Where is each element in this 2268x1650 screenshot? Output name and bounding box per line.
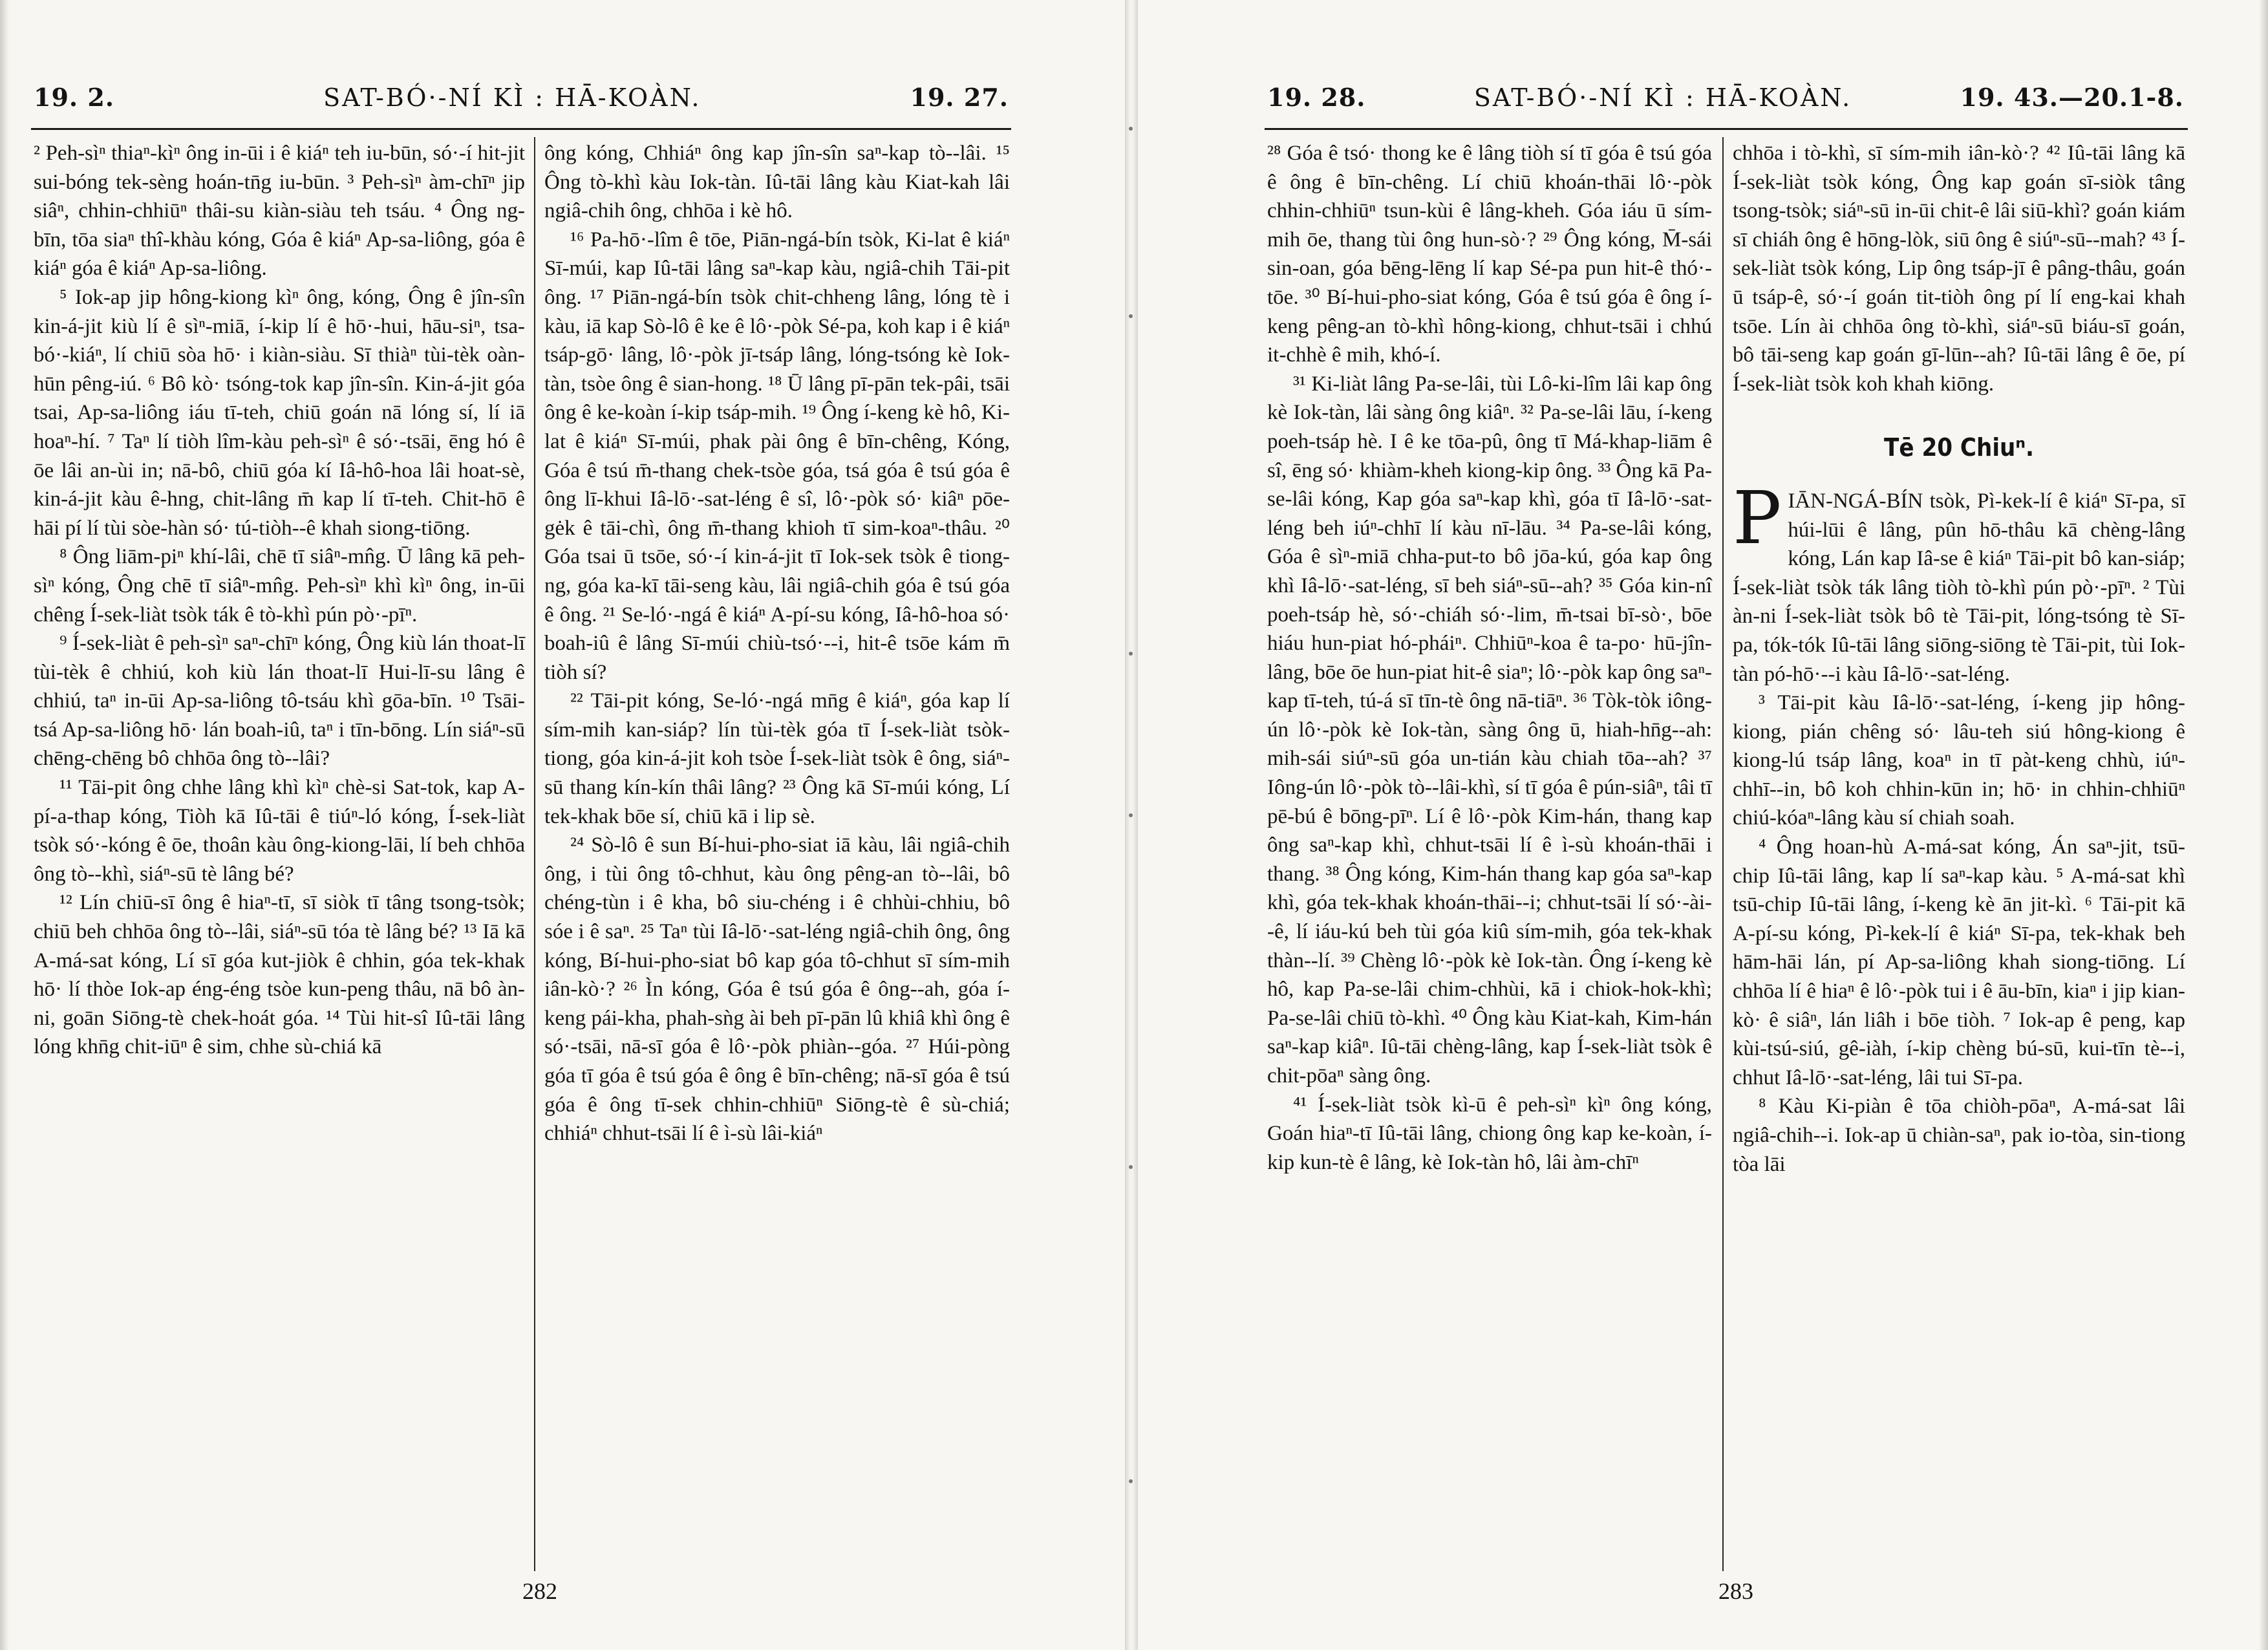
right-page-edge [2259, 0, 2268, 1650]
binding-mark [1129, 813, 1133, 817]
chapter-opening-paragraph [1733, 476, 2185, 689]
verse-paragraph: ⁸ Ông liām-piⁿ khí-lâi, chē tī siâⁿ-mn̂g. Ū lâng kā peh-sìⁿ kóng, Ông chē tī siâⁿ-mn̂g. Peh-sìⁿ khì kìⁿ ông, in-ūi chêng Í-sek-liàt tsòk ták ê tò-khì pún pò·-pīⁿ. [34, 545, 525, 627]
left-column-1 [34, 139, 525, 1062]
left-chapter-start: 19. 2. [34, 83, 115, 112]
right-page-header [1267, 83, 2184, 122]
verse-paragraph: ⁹ Í-sek-liàt ê peh-sìⁿ saⁿ-chīⁿ kóng, Ông kiù lán thoat-lī tùi-tèk ê chhiú, koh kiù lán thoat-lī Hui-lī-su lâng ê chhiú, taⁿ in-ūi Ap-sa-liông tô-tsáu khì gōa-bīn. ¹⁰ Tsāi-tsá Ap-sa-liông hō· lán boah-iû, taⁿ i tīn-bōng. Lín siáⁿ-sū chēng-chēng bô chhōa ông tò--lâi? [34, 632, 525, 771]
right-page-number: 283 [1718, 1578, 1753, 1604]
verse-paragraph: ²⁴ Sò-lô ê sun Bí-hui-pho-siat iā kàu, lâi ngiâ-chih ông, i tùi ông tô-chhut, kàu ông pêng-an tò--lâi, bô chéng-tùn i ê kha, bô siu-chéng i ê chhùi-chhiu, bô sóe i ê saⁿ. ²⁵ Taⁿ tùi Iâ-lō·-sat-léng ngiâ-chih ông, ông kóng, Bí-hui-pho-siat bô kap góa tô-chhut sī sím-mih iân-kò·? ²⁶ Ìn kóng, Góa ê tsú góa ê ông--ah, góa í-keng pái-kha, phah-sǹg ài beh pī-pān lû khiâ khì ông ê só·-tsāi, nā-sī góa ê lô·-pòk phiàn--góa. ²⁷ Húi-pòng góa tī góa ê tsú góa ê ông ê bīn-chêng; nā-sī góa ê tsú góa ê ông tī-sek chhin-chhiūⁿ Siōng-tè ê sù-chiá; chhiáⁿ chhut-tsāi lí ê ì-sù lâi-kiáⁿ [544, 833, 1010, 1146]
left-column-2 [544, 139, 1010, 1148]
binding-mark [1129, 127, 1133, 131]
left-header-rule [31, 128, 1011, 130]
left-page [0, 0, 1125, 1650]
left-page-header [34, 83, 1009, 122]
book-gutter [1125, 0, 1138, 1650]
right-chapter-start: 19. 28. [1267, 83, 1366, 112]
verse-paragraph: ⁵ Iok-ap jip hông-kiong kìⁿ ông, kóng, Ông ê jîn-sîn kin-á-jit kiù lí ê sìⁿ-miā, í-kip lí ê hō·-hui, hāu-siⁿ, tsa-bó·-kiáⁿ, lí chiū sòa hō· i kiàn-siàu. Sī thiàⁿ tùi-tèk oàn-hūn pêng-iú. ⁶ Bô kò· tsóng-tok kap jîn-sîn. Kin-á-jit góa tsai, Ap-sa-liông iáu tī-teh, chiū goán nā lóng sí, lí iā hoaⁿ-hí. ⁷ Taⁿ lí tiòh lîm-kàu peh-sìⁿ ê só·-tsāi, ēng hó ê ōe lâi an-ùi in; nā-bô, chiū góa kí Iâ-hô-hoa lâi hoat-sè, kin-á-jit kàu ê-hng, chit-lâng m̄ kap lí tī-teh. Chit-hō ê hāi pí lí tùi sòe-hàn só· tú-tiòh--ê khah siong-tiōng. [34, 285, 525, 540]
verse-paragraph: ông kóng, Chhiáⁿ ông kap jîn-sîn saⁿ-kap tò--lâi. ¹⁵ Ông tò-khì kàu Iok-tàn. Iû-tāi lâng kàu Kiat-kah lâi ngiâ-chih ông, chhōa i kè hô. [544, 142, 1010, 223]
verse-paragraph: ²² Tāi-pit kóng, Se-ló·-ngá mn̄g ê kiáⁿ, góa kap lí sím-mih kan-siáp? lín tùi-tèk góa tī Í-sek-liàt tsòk-tiong, góa kin-á-jit koh tsòe Í-sek-liàt tsòk ê ông, siáⁿ-sū thang kín-kín thâi lâng? ²³ Ông kā Sī-múi kóng, Lí tek-khak bōe sí, chiū kā i lip sè. [544, 689, 1010, 828]
right-header-rule [1265, 128, 2188, 130]
binding-mark [1129, 314, 1133, 318]
binding-mark [1129, 1479, 1133, 1483]
binding-mark [1129, 1165, 1133, 1169]
drop-cap: P [1733, 476, 1782, 561]
left-page-edge [0, 0, 9, 1650]
verse-paragraph: ⁸ Kàu Ki-piàn ê tōa chiòh-pōaⁿ, A-má-sat lâi ngiâ-chih--i. Iok-ap ū chiàn-saⁿ, pak io-tòa, sin-tiong tòa lāi [1733, 1095, 2185, 1176]
verse-paragraph: ³¹ Ki-liàt lâng Pa-se-lâi, tùi Lô-ki-lîm lâi kap ông kè Iok-tàn, lâi sàng ông kiâⁿ. ³² Pa-se-lâi lāu, í-keng poeh-tsáp hè. I ê ke tōa-pû, ông tī Má-khap-liām ê sî, ēng só· khiàm-kheh kiong-kip ông. ³³ Ông kā Pa-se-lâi kóng, Kap góa saⁿ-kap khì, góa tī Iâ-lō·-sat-léng beh iúⁿ-chhī lí kàu nī-lāu. ³⁴ Pa-se-lâi kóng, Góa ê sìⁿ-miā chha-put-to bô jōa-kú, góa kap ông khì Iâ-lō·-sat-léng, sī beh siáⁿ-sū--ah? ³⁵ Góa kin-nî poeh-tsáp hè, só·-chiáh só·-lim, m̄-tsai bī-sò·, bōe hiáu hun-piat hó-pháiⁿ. Chhiūⁿ-koa ê ta-po· hū-jîn-lâng, bōe ōe hun-piat hit-ê siaⁿ; lô·-pòk kap ông saⁿ-kap tī-teh, tú-á sī tīn-tè ông nā-tiāⁿ. ³⁶ Tòk-tòk iông-ún lô·-pòk kè Iok-tàn, sàng ông ū, hiah-hn̄g--ah: mih-sái siúⁿ-sū góa un-tián kàu chiah tōa--ah? ³⁷ Iông-ún lô·-pòk tò--lâi-khì, sí tī góa ê pún-siâⁿ, tâi tī pē-bú ê bōng-pīⁿ. Lí ê lô·-pòk Kim-hán, thang kap ông saⁿ-kap khì, chhut-tsāi lí ê ì-sù khoán-thāi i thang. ³⁸ Ông kóng, Kim-hán thang kap góa saⁿ-kap khì, góa tek-khak khoán-thāi--i; chhut-tsāi lí só·-ài--ê, lí iáu-kú beh tùi góa kiû sím-mih, góa tek-khak thàn--lí. ³⁹ Chèng lô·-pòk kè Iok-tàn. Ông í-keng kè hô, kap Pa-se-lâi chim-chhùi, kā i chiok-hok-khì; Pa-se-lâi chiū tò-khì. ⁴⁰ Ông kàu Kiat-kah, Kim-hán saⁿ-kap kiâⁿ. Iû-tāi chèng-lâng, kap Í-sek-liàt tsòk ê chit-pōaⁿ sàng ông. [1267, 372, 1712, 1088]
right-page [1138, 0, 2268, 1650]
right-column-1 [1267, 139, 1712, 1177]
verse-paragraph: ¹² Lín chiū-sī ông ê hiaⁿ-tī, sī siòk tī tâng tsong-tsòk; chiū beh chhōa ông tò--lâi, siáⁿ-sū tóa tè lâng bé? ¹³ Iā kā A-má-sat kóng, Lí sī góa kut-jiòk ê chhin, góa tek-khak hō· lí thòe Iok-ap éng-éng tsòe kun-peng thâu, nā bô àn-ni, goān Siōng-tè chek-hoát góa. ¹⁴ Tùi hit-sî Iû-tāi lâng lóng khn̄g chit-iūⁿ ê sim, chhe sù-chiá kā [34, 891, 525, 1059]
right-running-title: SAT-BÓ·-NÍ KÌ : HĀ-KOÀN. [1473, 83, 1852, 112]
left-running-title: SAT-BÓ·-NÍ KÌ : HĀ-KOÀN. [323, 83, 701, 112]
verse-paragraph: ²⁸ Góa ê tsó· thong ke ê lâng tiòh sí tī góa ê tsú góa ê ông ê bīn-chêng. Lí chiū khoán-thāi lô·-pòk chhin-chhiūⁿ tsun-kùi ê lâng-kheh. Góa iáu ū sím-mih ōe, thang tùi ông hun-sò·? ²⁹ Ông kóng, M̄-sái sin-oan, góa bēng-lēng lí kap Sé-pa pun hit-ê thó·-tōe. ³⁰ Bí-hui-pho-siat kóng, Góa ê tsú góa ê ông í-keng pêng-an tò-khì hông-kiong, chhut-tsāi i chhú it-chhè ê mih, khó-í. [1267, 142, 1712, 367]
verse-text: IĀN-NGÁ-BÍN tsòk, Pì-kek-lí ê kiáⁿ Sī-pa, sī húi-lūi ê lâng, pûn hō-thâu kā chèng-lâng kóng, Lán kap Iâ-se ê kiáⁿ Tāi-pit bô kan-siáp; Í-sek-liàt tsòk ták lâng tiòh tò-khì pún pò·-pīⁿ. ² Tùi àn-ni Í-sek-liàt tsòk bô tè Tāi-pit, lóng-tsóng tè Sī-pa, tók-tók Iû-tāi lâng siōng-siōng tè Tāi-pit, tùi Iok-tàn pó-hō·--i kàu Iâ-lō·-sat-léng. [1733, 489, 2185, 686]
verse-paragraph: ¹¹ Tāi-pit ông chhe lâng khì kìⁿ chè-si Sat-tok, kap A-pí-a-thap kóng, Tiòh kā Iû-tāi ê tiúⁿ-ló kóng, Í-sek-liàt tsòk só·-kóng ê ōe, thoân kàu ông-kiong-lāi, lí beh chhōa ông tò--khì, siáⁿ-sū tè lâng bé? [34, 776, 525, 886]
chapter-heading: Tē 20 Chiuⁿ. [1884, 433, 2034, 462]
binding-mark [1129, 652, 1133, 656]
verse-paragraph: ¹⁶ Pa-hō·-lîm ê tōe, Piān-ngá-bín tsòk, Ki-lat ê kiáⁿ Sī-múi, kap Iû-tāi lâng saⁿ-kap kàu, ngiâ-chih Tāi-pit ông. ¹⁷ Piān-ngá-bín tsòk chit-chheng lâng, lóng tè i kàu, iā kap Sò-lô ê ke ê lô·-pòk Sé-pa, koh kap i ê kiáⁿ tsáp-gō· lâng, lô·-pòk jī-tsáp lâng, lóng-tsóng kè Iok-tàn, tsòe ông ê sian-hong. ¹⁸ Ū lâng pī-pān tek-pâi, tsāi ông ê ke-koàn í-kip tsáp-mih. ¹⁹ Ông í-keng kè hô, Ki-lat ê kiáⁿ Sī-múi, phak pài ông ê bīn-chêng, Kóng, Góa ê tsú m̄-thang chek-tsòe góa, tsá góa ê tsú góa ê ông lī-khui Iâ-lō·-sat-léng ê sî, lô·-pòk só· kiâⁿ pōe-gėk ê tāi-chì, ông m̄-thang khioh tī sim-koaⁿ-thâu. ²⁰ Góa tsai ū tsōe, só·-í kin-á-jit tī Iok-sek tsòk ê tiong-ng, góa ka-kī tāi-seng kàu, lâi ngiâ-chih góa ê tsú góa ê ông. ²¹ Se-ló·-ngá ê kiáⁿ A-pí-su kóng, Iâ-hô-hoa só· boah-iû ê lâng Sī-múi chiù-tsó·--i, hit-ê tsōe kám m̄ tiòh sí? [544, 228, 1010, 684]
left-chapter-end: 19. 27. [910, 83, 1009, 112]
verse-paragraph: ³ Tāi-pit kàu Iâ-lō·-sat-léng, í-keng jip hông-kiong, pián chêng só· lâu-teh siú hông-kiong ê kiong-lú tsáp lâng, koaⁿ in tī pàt-keng chhù, iúⁿ-chhī--in, bô koh chhin-kūn in; hō· in chhin-chhiūⁿ chiú-kóaⁿ-lâng kàu sí chiah soah. [1733, 691, 2185, 830]
right-column-divider [1722, 137, 1724, 1571]
right-column-2 [1733, 139, 2185, 1179]
left-column-divider [534, 137, 535, 1571]
verse-paragraph: ² Peh-sìⁿ thiaⁿ-kìⁿ ông in-ūi i ê kiáⁿ teh iu-būn, só·-í hit-jit sui-bóng tek-sèng hoán-tn̄g iu-būn. ³ Peh-sìⁿ àm-chīⁿ jip siâⁿ, chhin-chhiūⁿ thâi-su kiàn-siàu teh tsáu. ⁴ Ông ng-bīn, tōa siaⁿ thî-khàu kóng, Góa ê kiáⁿ Ap-sa-liông, góa ê kiáⁿ góa ê kiáⁿ Ap-sa-liông. [34, 142, 525, 281]
verse-paragraph: ⁴¹ Í-sek-liàt tsòk kì-ū ê peh-sìⁿ kìⁿ ông kóng, Goán hiaⁿ-tī Iû-tāi lâng, chiong ông kap ke-koàn, í-kip kun-tè ê lâng, kè Iok-tàn hô, lâi àm-chīⁿ [1267, 1093, 1712, 1174]
left-page-number: 282 [522, 1578, 557, 1604]
verse-paragraph: chhōa i tò-khì, sī sím-mih iân-kò·? ⁴² Iû-tāi lâng kā Í-sek-liàt tsòk kóng, Ông kap goán sī-siòk tâng tsong-tsòk; siáⁿ-sū in-ūi chit-ê lâi siū-khì? goán kiám sī chiáh ông ê hōng-lòk, siū ông ê siúⁿ-sū--mah? ⁴³ Í-sek-liàt tsòk kóng, Lip ông tsáp-jī ê pâng-thâu, goán ū tsáp-ê, só·-í goán tit-tiòh ông pí lí eng-kai khah tsōe. Lín ài chhōa ông tò-khì, siáⁿ-sū biáu-sī goán, bô tāi-seng kap goán gī-lūn--ah? Iû-tāi lâng ê ōe, pí Í-sek-liàt tsòk koh khah kiōng. [1733, 142, 2185, 396]
verse-paragraph: ⁴ Ông hoan-hù A-má-sat kóng, Án saⁿ-jit, tsū-chip Iû-tāi lâng, kap lí saⁿ-kap kàu. ⁵ A-má-sat khì tsū-chip Iû-tāi lâng, í-keng kè ān jit-kì. ⁶ Tāi-pit kā A-pí-su kóng, Pì-kek-lí ê kiáⁿ Sī-pa, tek-khak beh hām-hāi lán, pí Ap-sa-liông khah siong-tiōng. Lí chhōa lí ê hiaⁿ ê lô·-pòk tui i ê āu-bīn, kiaⁿ i jip kian-kò· ê siâⁿ, lán liâh i bōe tiòh. ⁷ Iok-ap ê peng, kap kùi-tsú-siú, gê-iàh, í-kip chèng bú-sū, kui-tīn tè--i, chhut Iâ-lō·-sat-léng, lâi tui Sī-pa. [1733, 835, 2185, 1089]
right-chapter-end: 19. 43.—20.1-8. [1960, 83, 2184, 112]
